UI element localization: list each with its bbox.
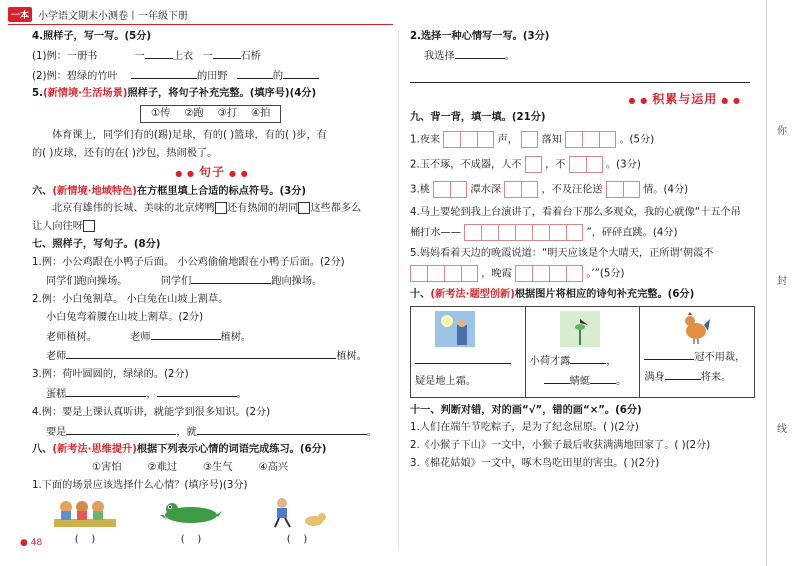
scene-1: ( ) xyxy=(52,497,118,547)
char-grid[interactable] xyxy=(565,131,616,148)
answer-blank[interactable] xyxy=(283,68,319,79)
q7-title: 七、照样子，写句子。(8分) xyxy=(32,238,161,250)
answer-blank[interactable] xyxy=(455,48,505,59)
q6-line2: 让人向往呀 xyxy=(32,220,392,234)
q4-title: 4.照样子，写一写。(5分) xyxy=(32,31,152,42)
poem-cell-1: 疑是地上霜。 xyxy=(411,307,526,397)
q9-title: 九、背一背，填一填。(21分) xyxy=(410,112,546,124)
q9-5b: ，晚霞 。’”(5分) xyxy=(410,265,755,282)
punctuation-box[interactable] xyxy=(215,202,227,214)
char-grid[interactable] xyxy=(504,181,538,198)
moon-night-illustration xyxy=(435,311,475,347)
char-grid[interactable] xyxy=(433,181,467,198)
poem-cell-3: 冠不用裁， 满身 将来。 xyxy=(640,307,754,397)
q6-line1: 北京有雄伟的长城、美味的北京烤鸭 还有热闹的胡同 这些都多么 xyxy=(52,203,362,215)
poem-cell-2: 小荷才露 ， 蜻蜓 。 xyxy=(526,307,641,397)
option: ②跑 xyxy=(184,108,204,120)
answer-blank[interactable] xyxy=(197,424,367,435)
scene-images xyxy=(52,497,392,547)
q4-2: (2)例：碧绿的竹叶 的田野 的 xyxy=(32,68,392,84)
answer-blank[interactable] xyxy=(157,386,237,397)
crocodile-illustration xyxy=(158,497,224,529)
option: ③生气 xyxy=(203,462,233,474)
q10-title: 十、(新考法·题型创新)根据图片将相应的诗句补充完整。(6分) xyxy=(410,288,695,300)
scene-2: ( ) xyxy=(158,497,224,547)
answer-blank[interactable] xyxy=(145,48,173,59)
char-grid[interactable] xyxy=(606,181,640,198)
margin-char: 你 xyxy=(777,126,787,137)
q7-4b: 要是 ，就 。 xyxy=(46,424,392,440)
char-grid[interactable] xyxy=(443,131,494,148)
q7-2b: 小白兔弯着腰在山坡上割草。(2分) xyxy=(46,311,204,323)
q7-2c: 老师植树。 老师 植树。 xyxy=(46,329,392,345)
answer-blank[interactable] xyxy=(191,273,271,284)
scene-3: ( ) xyxy=(264,497,330,547)
answer-blank[interactable] xyxy=(665,369,701,380)
q9-4b: 桶打水—— ”，砰砰直跳。(4分) xyxy=(410,224,755,241)
q9-1: 1.夜来 声， 落知 。(5分) xyxy=(410,131,755,148)
answer-blank[interactable] xyxy=(644,349,694,360)
right-column xyxy=(410,30,755,475)
punctuation-box[interactable] xyxy=(83,220,95,232)
q5-line1: 体育课上，同学们有的(踢)足球，有的( )篮球，有的( )步，有 xyxy=(52,129,327,141)
q8-2: 2.选择一种心情写一写。(3分) xyxy=(410,31,550,42)
page-header xyxy=(8,6,188,22)
page-number: ● 48 xyxy=(20,538,43,548)
margin-char: 线 xyxy=(777,424,787,435)
option: ④拍 xyxy=(250,108,271,120)
q7-1: 1.例：小公鸡跟在小鸭子后面。 小公鸡偷偷地跟在小鸭子后面。(2分) xyxy=(32,256,345,268)
q11-2: 2.《小猴子下山》一文中，小猴子最后收获满满地回家了。( )(2分) xyxy=(410,440,711,452)
page-fold xyxy=(398,30,399,550)
char-grid[interactable] xyxy=(521,131,538,148)
answer-blank[interactable] xyxy=(66,386,146,397)
section-heading-sentence: ● ● 句子 ● ● xyxy=(175,165,249,180)
char-grid[interactable] xyxy=(464,224,583,241)
q8-options xyxy=(92,461,392,475)
option: ③打 xyxy=(217,108,237,120)
char-grid[interactable] xyxy=(410,265,478,282)
q6-title: 六、(新情境·地域特色)在方框里填上合适的标点符号。(3分) xyxy=(32,185,307,197)
answer-blank[interactable] xyxy=(66,348,336,359)
answer-blank[interactable] xyxy=(544,373,570,384)
q9-3: 3.桃 潭水深 ，不及汪伦送 情。(4分) xyxy=(410,181,755,198)
margin-char: 封 xyxy=(777,276,787,287)
q7-2d: 老师 植树。 xyxy=(46,348,392,364)
q11-title: 十一、判断对错，对的画“√”，错的画“×”。(6分) xyxy=(410,404,642,416)
q4-1: (1)例：一册书 一 上衣 一 石桥 xyxy=(32,48,392,64)
answer-blank[interactable] xyxy=(237,68,273,79)
option: ②难过 xyxy=(147,462,178,474)
q5-title: 5.(新情境·生活场景)照样子，将句子补充完整。(填序号)(4分) xyxy=(32,88,317,100)
q8-2-line xyxy=(410,72,755,88)
q8-2b: 我选择 。 xyxy=(424,48,755,64)
q7-1b: 同学们跑向操场。 同学们 跑向操场。 xyxy=(46,273,392,289)
option: ①害怕 xyxy=(92,462,122,474)
punctuation-box[interactable] xyxy=(298,202,310,214)
lotus-dragonfly-illustration xyxy=(560,311,600,347)
q5-line2: 的( )皮球，还有的在( )沙包，热闹极了。 xyxy=(32,147,218,159)
answer-blank[interactable] xyxy=(570,353,606,364)
q8-1: 1.下面的场景应该选择什么心情？(填序号)(3分) xyxy=(32,479,248,491)
poem-table xyxy=(410,306,755,398)
q7-4: 4.例：要是上课认真听讲，就能学到很多知识。(2分) xyxy=(32,406,271,418)
answer-blank[interactable] xyxy=(213,48,241,59)
brand-logo: 一本 xyxy=(8,7,32,22)
answer-blank[interactable] xyxy=(410,72,750,83)
q7-3: 3.例：荷叶圆圆的，绿绿的。(2分) xyxy=(32,369,189,381)
q9-4: 4.马上要轮到我上台演讲了，看着台下那么多观众，我的心就像“十五个吊 xyxy=(410,207,741,219)
q9-2: 2.玉不琢，不成器，人不 ，不 。(3分) xyxy=(410,156,755,173)
boy-dog-illustration xyxy=(264,497,330,529)
char-grid[interactable] xyxy=(515,265,583,282)
option: ④高兴 xyxy=(258,462,289,474)
char-grid[interactable] xyxy=(569,156,603,173)
kids-scene-illustration xyxy=(52,497,118,529)
answer-blank[interactable] xyxy=(66,424,176,435)
header-title: 小学语文期末小测卷丨一年级下册 xyxy=(38,10,189,22)
option: ①传 xyxy=(151,108,171,120)
rooster-illustration xyxy=(678,311,712,345)
char-grid[interactable] xyxy=(525,156,542,173)
answer-blank[interactable] xyxy=(415,353,511,364)
q11-1: 1.人们在端午节吃粽子，是为了纪念屈原。( )(2分) xyxy=(410,422,639,434)
section-heading-accumulation: ● ● 积累与运用 ● ● xyxy=(628,92,741,107)
answer-blank[interactable] xyxy=(151,329,221,340)
binding-margin xyxy=(766,0,800,566)
q9-5: 5.妈妈看着天边的晚霞说道：“明天应该是个大晴天，正所谓‘朝霞不 xyxy=(410,248,714,260)
answer-blank[interactable] xyxy=(590,373,616,384)
q7-2: 2.例：小白兔割草。 小白兔在山坡上割草。 xyxy=(32,294,229,306)
q5-options xyxy=(32,105,392,123)
q11-3: 3.《棉花姑娘》一文中，啄木鸟吃田里的害虫。( )(2分) xyxy=(410,457,660,469)
q7-3b: 蛋糕 ， 。 xyxy=(46,386,392,402)
answer-blank[interactable] xyxy=(131,68,197,79)
left-column xyxy=(32,30,392,546)
q8-title: 八、(新考法·思维提升)根据下列表示心情的词语完成练习。(6分) xyxy=(32,444,327,456)
header-divider xyxy=(8,24,393,25)
